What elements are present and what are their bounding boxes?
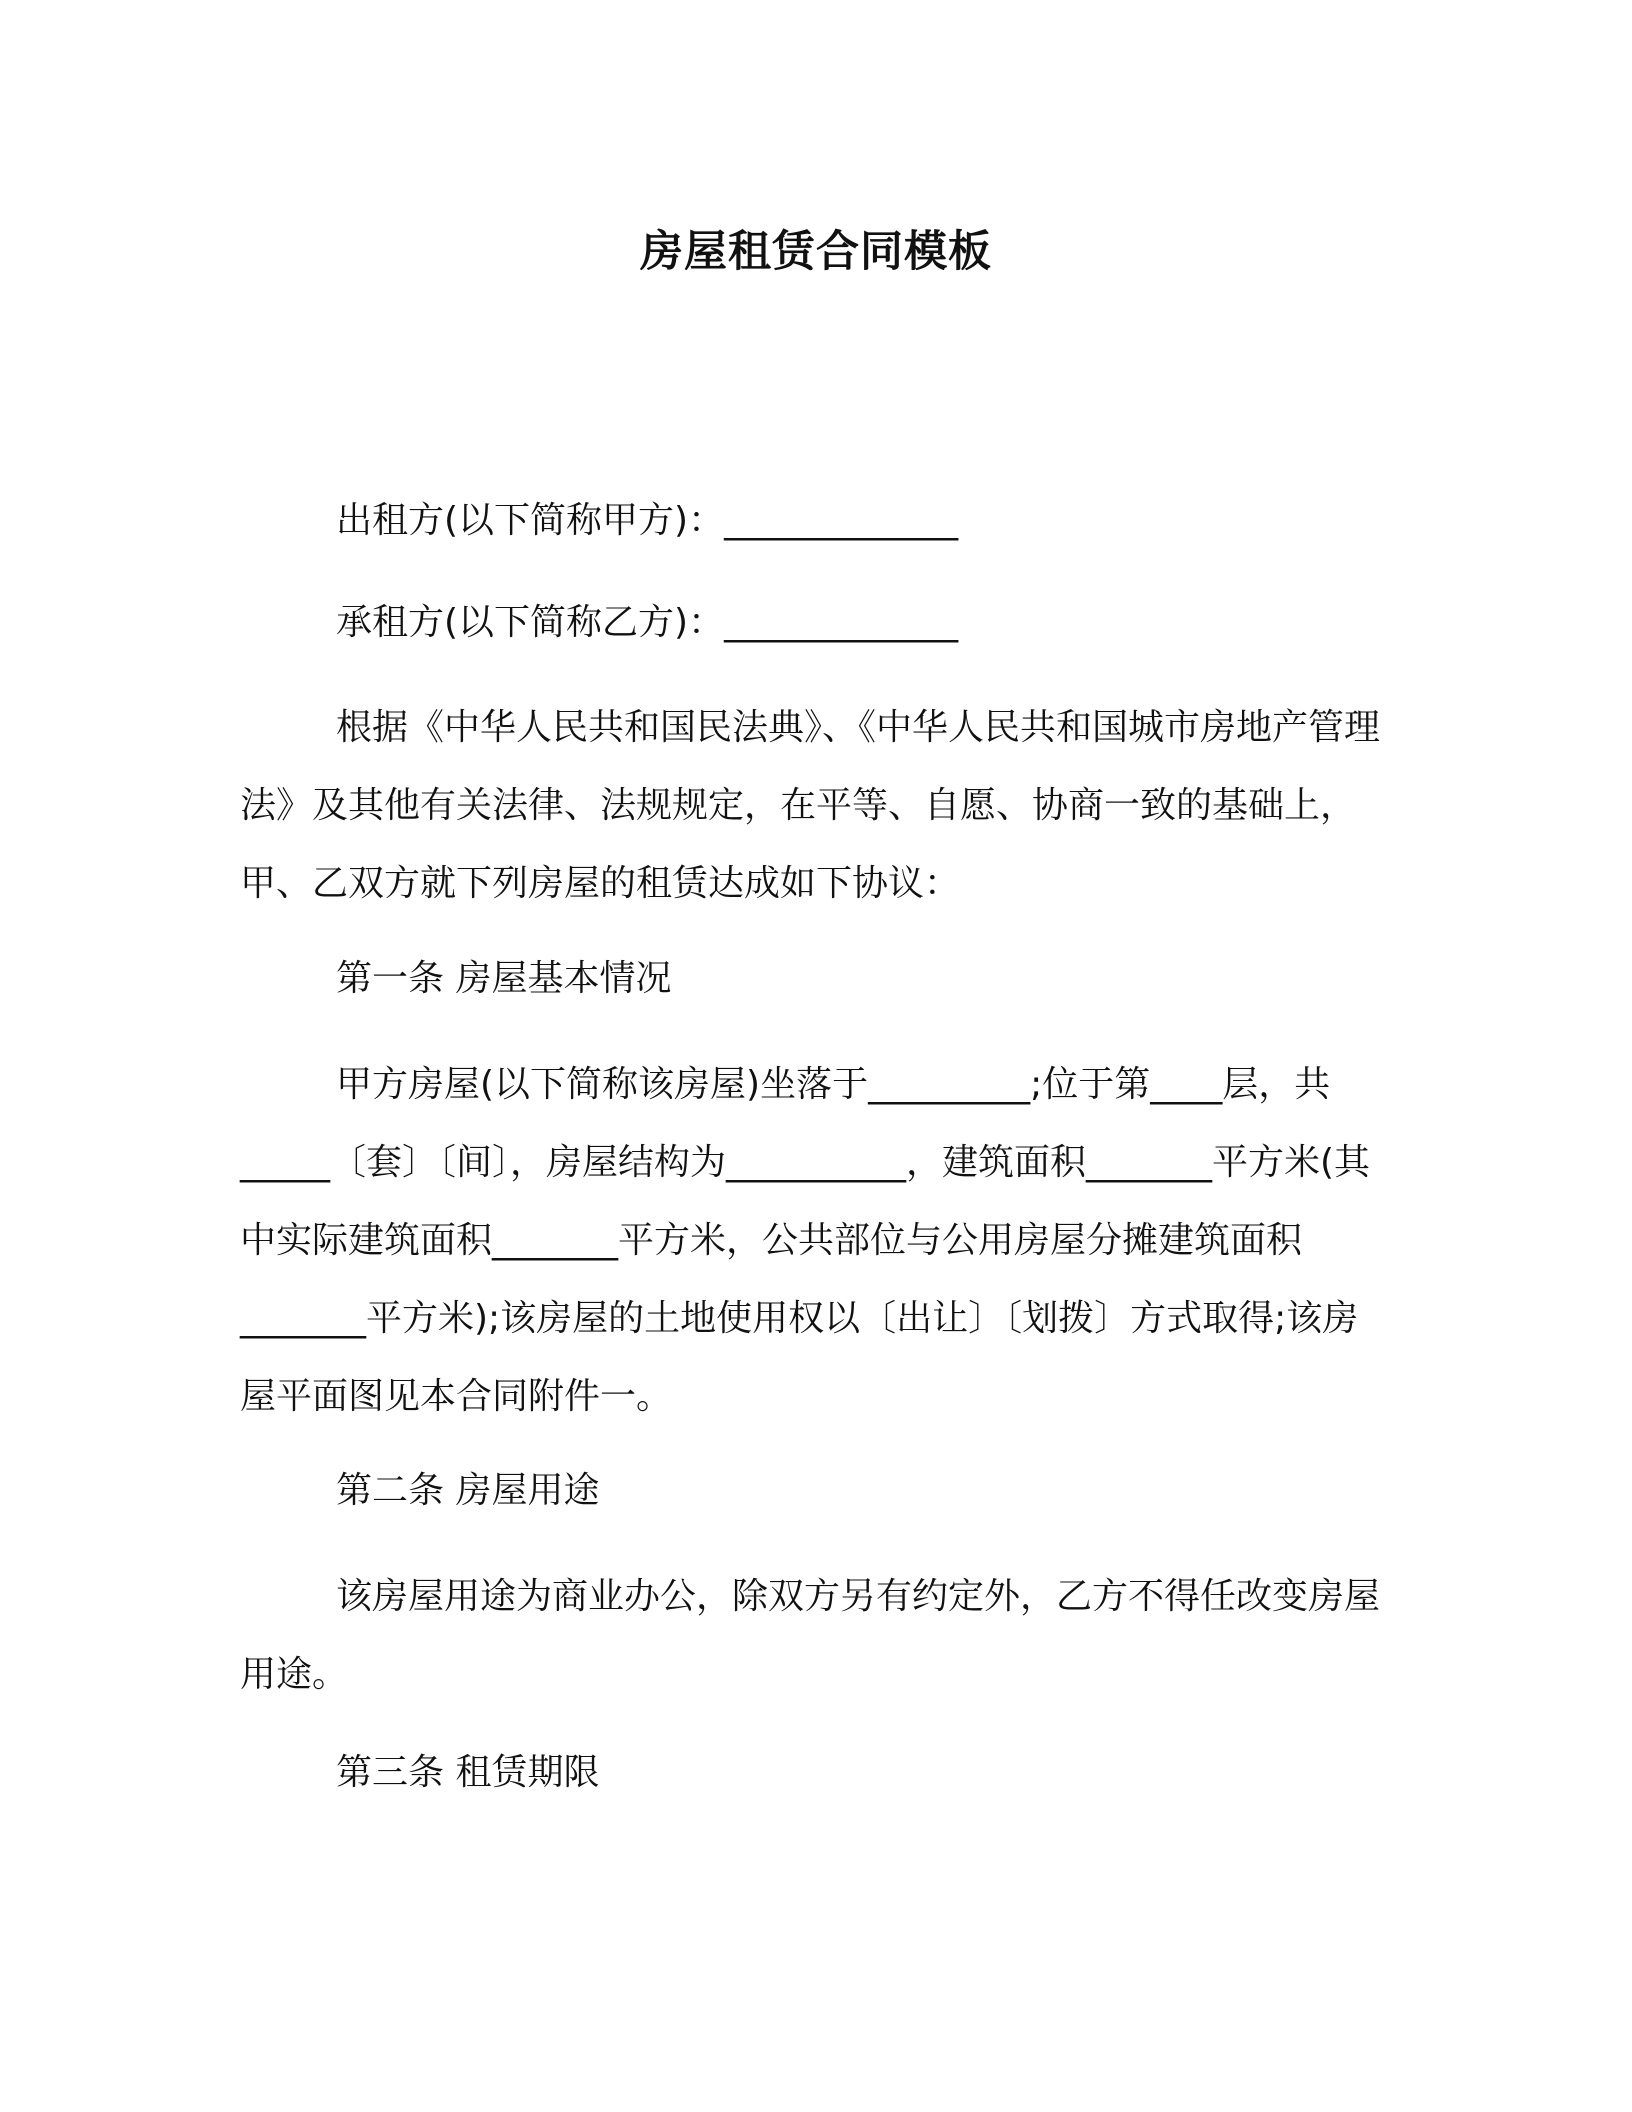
article2-heading: 第二条 房屋用途 bbox=[336, 1470, 600, 1511]
preamble-paragraph: 根据《中华人民共和国民法典》、《中华人民共和国城市房地产管理法》及其他有关法律、法规规定，在平等、自愿、协商一致的基础上，甲、乙双方就下列房屋的租赁达成如下协议： bbox=[240, 707, 1381, 904]
lessee-line: 承租方(以下简称乙方)：_____________ bbox=[336, 602, 959, 643]
article3-heading: 第三条 租赁期限 bbox=[336, 1752, 600, 1793]
lessor-line: 出租方(以下简称甲方)：_____________ bbox=[336, 500, 959, 541]
document-title: 房屋租赁合同模板 bbox=[640, 227, 992, 277]
article1-paragraph: 甲方房屋(以下简称该房屋)坐落于_________;位于第____层，共_____〔套〕〔间〕，房屋结构为__________，建筑面积_______平方米(其中实际建筑面积_______平方米，公共部位与公用房屋分摊建筑面积_______平方米);该房屋的土地使用权以〔出让〕〔划拨〕方式取得;该房屋平面图见本合同附件一。 bbox=[240, 1064, 1371, 1417]
article2-paragraph: 该房屋用途为商业办公，除双方另有约定外，乙方不得任改变房屋用途。 bbox=[240, 1576, 1381, 1695]
article1-heading: 第一条 房屋基本情况 bbox=[336, 958, 672, 999]
